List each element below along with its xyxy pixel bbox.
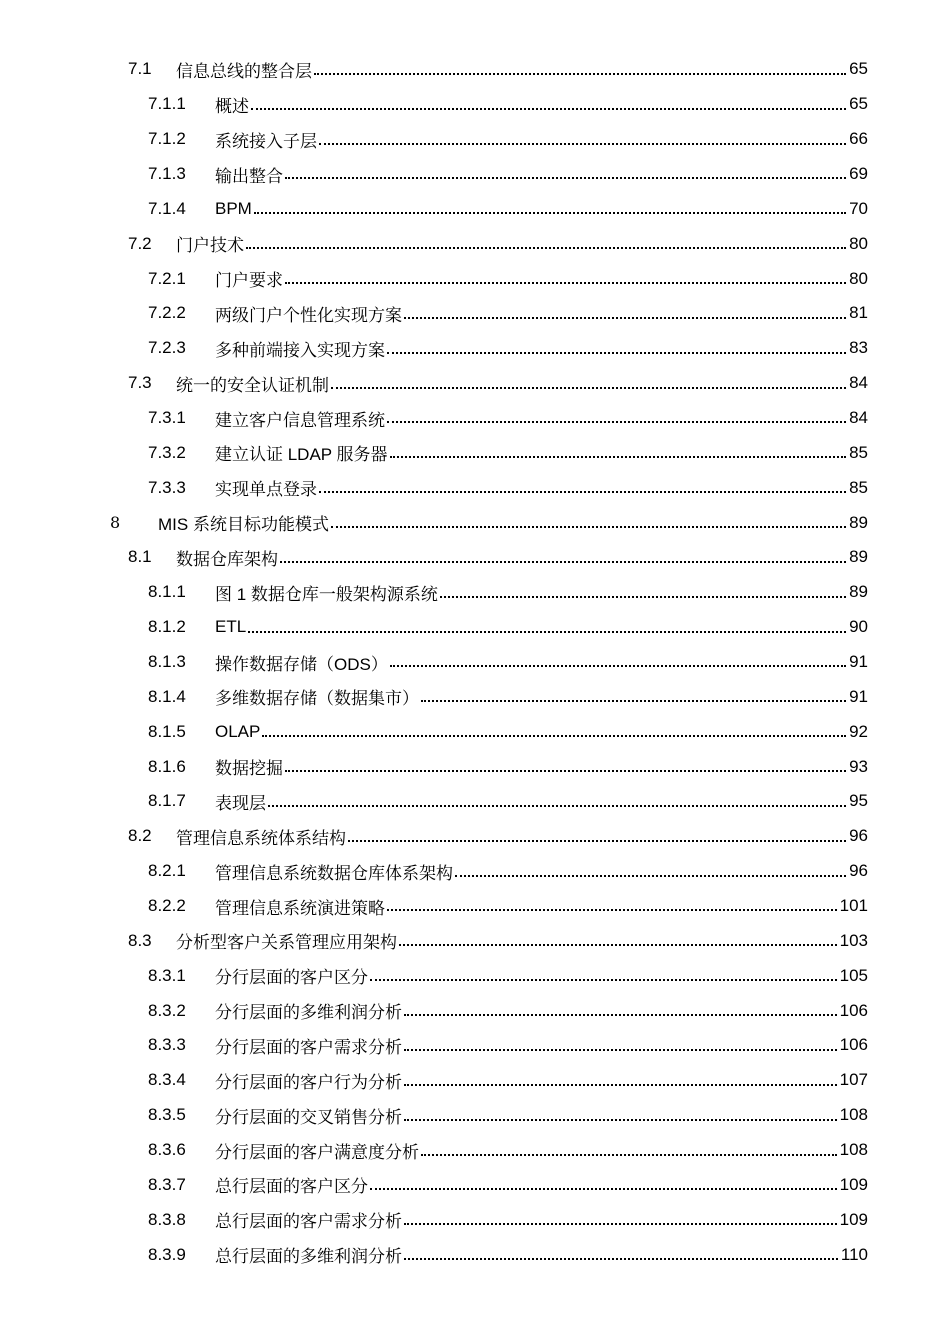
toc-entry-number: 7.3.2 [148,442,186,462]
dot-leader [370,978,837,981]
toc-entry-title: 总行层面的客户需求分析 [215,1212,402,1232]
toc-entry-title: 建立客户信息管理系统 [215,410,385,430]
toc-entry-title: 建立认证 LDAP 服务器 [215,445,388,465]
toc-entry-title: ETL [215,617,247,637]
toc-entry[interactable] [0,435,950,470]
toc-entry-number: 8.3.1 [148,965,186,985]
toc-entry-title: 实现单点登录 [215,480,317,500]
toc-entry-page-number: 80 [849,233,868,253]
toc-entry-number: 7.2.1 [148,268,186,288]
toc-entry[interactable] [0,854,950,889]
dot-leader [348,839,846,842]
toc-entry-title: 多种前端接入实现方案 [215,340,385,360]
toc-entry[interactable] [0,1133,950,1168]
toc-entry[interactable] [0,226,950,261]
toc-entry-page-number: 91 [849,652,868,672]
toc-entry-number: 8.2.2 [148,896,186,916]
dot-leader [421,699,846,702]
toc-entry-title: OLAP [215,721,261,741]
toc-entry-title: 总行层面的多维利润分析 [215,1247,402,1267]
toc-entry-number: 8.1.4 [148,686,186,706]
toc-entry[interactable] [0,889,950,924]
toc-entry[interactable] [0,470,950,505]
toc-entry-page-number: 84 [849,408,868,428]
toc-entry-page-number: 84 [849,373,868,393]
toc-entry-number: 8.3.6 [148,1140,186,1160]
toc-entry-title: MIS 系统目标功能模式 [158,515,329,535]
toc-entry-page-number: 107 [839,1070,868,1090]
toc-entry-number: 8.3.2 [148,1000,186,1020]
dot-leader [285,769,846,772]
toc-entry-title: 分行层面的交叉销售分析 [215,1107,402,1127]
toc-entry-page-number: 95 [849,791,868,811]
toc-entry[interactable] [0,296,950,331]
toc-entry-title: 分析型客户关系管理应用架构 [176,933,397,953]
toc-entry-title: 统一的安全认证机制 [176,375,329,395]
toc-entry-title: 门户技术 [176,236,244,256]
dot-leader [390,455,847,458]
toc-entry-page-number: 108 [839,1140,868,1160]
toc-entry-number: 8 [110,513,121,533]
toc-entry-title: 分行层面的客户需求分析 [215,1037,402,1057]
toc-entry-title: 门户要求 [215,271,283,291]
toc-entry-number: 7.1.3 [148,164,186,183]
toc-entry[interactable] [0,575,950,610]
toc-entry[interactable] [0,366,950,401]
toc-entry-number: 8.1 [128,547,152,567]
toc-entry-number: 7.1.1 [148,94,186,114]
toc-entry-title: 数据挖掘 [215,759,283,779]
toc-entry[interactable] [0,52,950,87]
dot-leader [387,908,837,911]
toc-entry-number: 7.2.3 [148,338,186,358]
toc-entry-page-number: 69 [849,164,868,183]
dot-leader [319,490,846,493]
toc-entry-page-number: 91 [849,686,868,706]
dot-leader [285,176,846,179]
dot-leader [246,246,846,249]
toc-entry-page-number: 89 [849,512,868,532]
toc-entry-number: 8.3.4 [148,1070,186,1090]
toc-entry-page-number: 109 [839,1174,868,1194]
toc-entry-title: 输出整合 [215,166,283,186]
toc-entry[interactable] [0,958,950,993]
toc-entry[interactable] [0,505,950,540]
dot-leader [387,351,846,354]
dot-leader [404,1222,837,1225]
toc-entry-title: 多维数据存储（数据集市） [215,689,419,709]
toc-entry-title: 概述 [215,96,249,116]
toc-entry[interactable] [0,401,950,436]
toc-entry-page-number: 65 [849,94,868,114]
dot-leader [319,142,846,145]
toc-entry-page-number: 85 [849,477,868,497]
toc-entry-title: 管理信息系统数据仓库体系架构 [215,863,453,883]
toc-entry-title: 图 1 数据仓库一般架构源系统 [215,584,438,604]
toc-entry[interactable] [0,610,950,645]
toc-entry-number: 8.2 [128,826,152,846]
toc-entry-number: 8.3 [128,930,152,950]
toc-entry-page-number: 106 [839,1000,868,1020]
toc-entry-page-number: 90 [849,617,868,637]
toc-entry[interactable] [0,993,950,1028]
toc-entry-title: 分行层面的客户区分 [215,968,368,988]
toc-entry-page-number: 89 [849,582,868,602]
toc-entry-page-number: 96 [849,826,868,846]
dot-leader [404,316,846,319]
toc-entry[interactable] [0,191,950,226]
toc-entry-title: 管理信息系统演进策略 [215,898,385,918]
toc-entry-page-number: 106 [839,1035,868,1055]
toc-entry[interactable] [0,1202,950,1237]
dot-leader [404,1013,837,1016]
toc-entry-number: 7.3.1 [148,408,186,428]
toc-entry[interactable] [0,819,950,854]
toc-entry-page-number: 108 [839,1105,868,1125]
toc-entry[interactable] [0,1098,950,1133]
toc-entry-page-number: 65 [849,59,868,79]
toc-entry-page-number: 110 [840,1244,868,1264]
toc-entry[interactable] [0,714,950,749]
dot-leader [390,664,846,667]
toc-entry[interactable] [0,749,950,784]
toc-entry-number: 8.1.5 [148,721,186,741]
toc-entry-number: 8.1.2 [148,617,186,637]
dot-leader [404,1083,837,1086]
dot-leader [404,1257,838,1260]
toc-entry[interactable] [0,157,950,192]
toc-entry-title: 系统接入子层 [215,131,317,151]
dot-leader [331,525,846,528]
toc-entry-title: 表现层 [215,793,266,813]
toc-entry-page-number: 81 [849,303,868,323]
toc-entry-number: 7.3.3 [148,477,186,497]
toc-entry[interactable] [0,1237,950,1272]
toc-entry-title: 信息总线的整合层 [176,61,312,81]
toc-entry-title: 管理信息系统体系结构 [176,828,346,848]
toc-entry-number: 7.1 [128,59,152,79]
dot-leader [280,560,846,563]
toc-entry[interactable] [0,1028,950,1063]
toc-entry[interactable] [0,923,950,958]
dot-leader [404,1048,837,1051]
toc-entry-number: 8.3.5 [148,1105,186,1125]
dot-leader [370,1187,837,1190]
toc-entry-number: 8.1.7 [148,791,186,811]
toc-entry-page-number: 103 [839,930,868,950]
dot-leader [455,874,846,877]
toc-entry-page-number: 70 [849,198,868,218]
toc-entry-number: 8.3.7 [148,1174,186,1194]
toc-entry-number: 7.1.4 [148,198,186,218]
toc-entry[interactable] [0,784,950,819]
toc-entry-number: 8.3.9 [148,1244,186,1264]
toc-entry[interactable] [0,1063,950,1098]
toc-entry-title: 分行层面的客户满意度分析 [215,1142,419,1162]
toc-entry[interactable] [0,540,950,575]
toc-entry-page-number: 105 [839,965,868,985]
dot-leader [440,595,846,598]
toc-entry-page-number: 89 [849,547,868,567]
toc-entry-title: 数据仓库架构 [176,549,278,569]
dot-leader [399,943,837,946]
dot-leader [314,72,846,75]
toc-entry[interactable] [0,122,950,157]
dot-leader [404,1118,837,1121]
toc-entry-number: 8.3.3 [148,1035,186,1055]
toc-entry-number: 7.2.2 [148,303,186,323]
dot-leader [248,630,846,633]
toc-entry-number: 7.3 [128,373,152,393]
dot-leader [251,107,846,110]
toc-entry-title: 分行层面的客户行为分析 [215,1072,402,1092]
dot-leader [285,281,846,284]
toc-entry-number: 8.1.1 [148,582,186,602]
toc-entry-page-number: 80 [849,268,868,288]
table-of-contents [0,52,950,1272]
toc-entry-number: 7.1.2 [148,129,186,149]
toc-entry-number: 8.1.6 [148,756,186,776]
dot-leader [387,420,846,423]
toc-entry-page-number: 66 [849,129,868,149]
dot-leader [268,804,846,807]
toc-entry-page-number: 101 [839,896,868,916]
toc-entry-page-number: 93 [849,756,868,776]
toc-entry-title: 操作数据存储（ODS） [215,654,388,674]
dot-leader [262,734,846,737]
toc-entry-number: 8.1.3 [148,652,186,672]
toc-entry-page-number: 96 [849,861,868,881]
toc-entry[interactable] [0,87,950,122]
toc-entry[interactable] [0,331,950,366]
toc-entry-page-number: 85 [849,442,868,462]
toc-entry-number: 7.2 [128,233,152,253]
toc-entry-page-number: 92 [849,721,868,741]
toc-entry-number: 8.2.1 [148,861,186,881]
toc-entry[interactable] [0,679,950,714]
toc-entry-page-number: 83 [849,338,868,358]
toc-entry-title: 两级门户个性化实现方案 [215,305,402,325]
toc-entry[interactable] [0,1168,950,1203]
toc-entry-title: 总行层面的客户区分 [215,1177,368,1197]
dot-leader [331,386,846,389]
toc-entry-page-number: 109 [839,1209,868,1229]
toc-entry-title: 分行层面的多维利润分析 [215,1003,402,1023]
toc-entry[interactable] [0,645,950,680]
dot-leader [254,211,846,214]
toc-entry-number: 8.3.8 [148,1209,186,1229]
dot-leader [421,1153,837,1156]
toc-entry[interactable] [0,261,950,296]
toc-entry-title: BPM [215,198,252,218]
